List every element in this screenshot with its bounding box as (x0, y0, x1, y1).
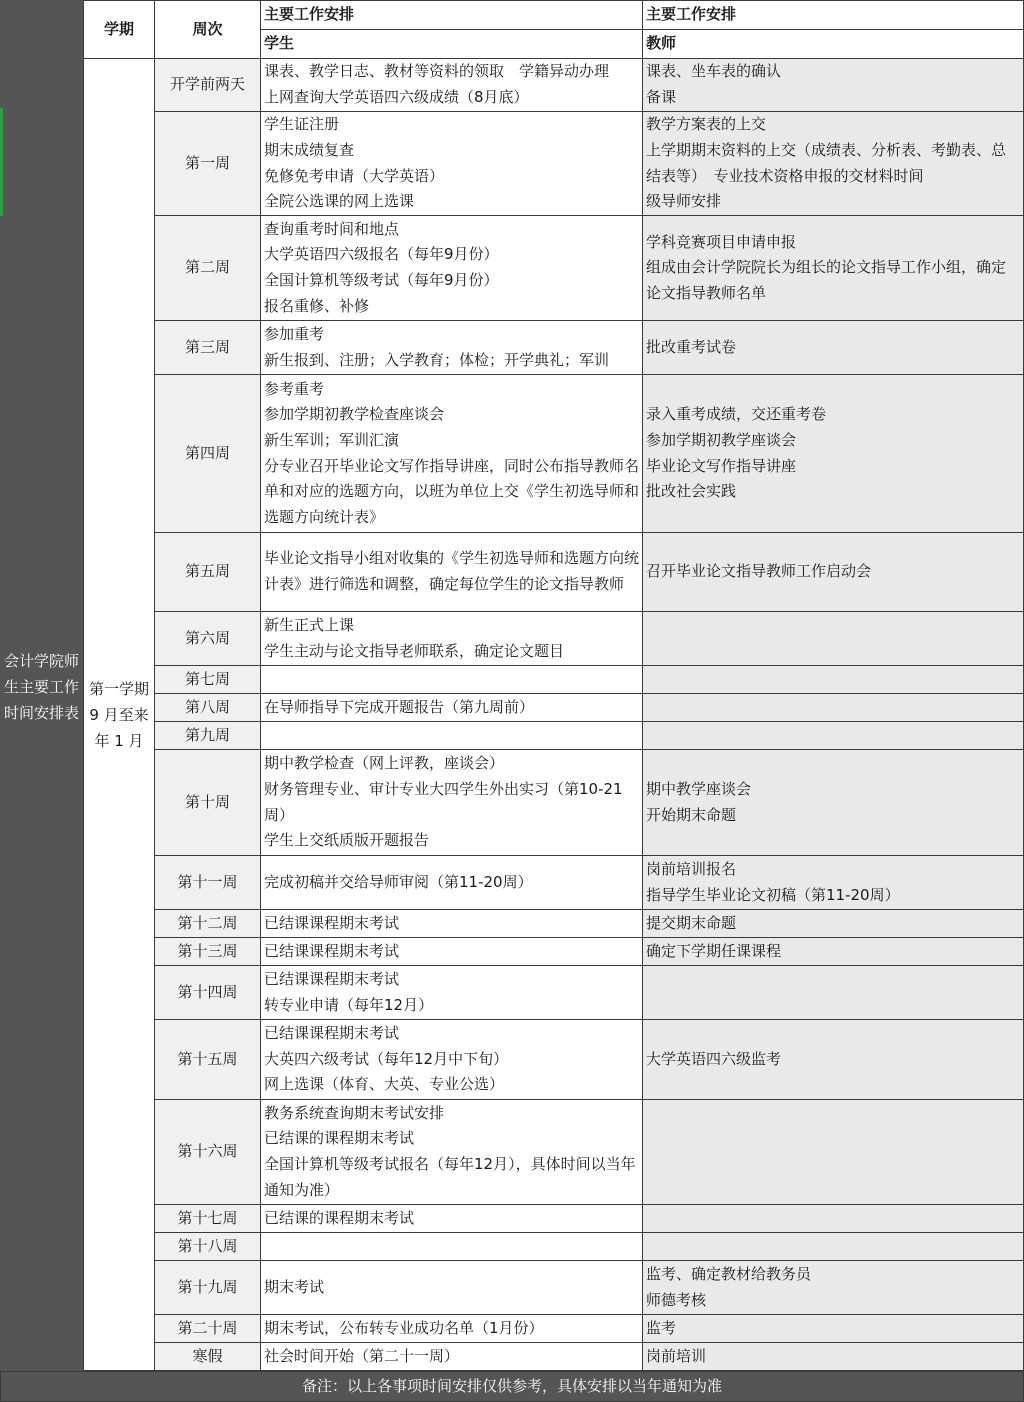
teacher-cell (643, 1315, 1024, 1343)
week-cell: 寒假 (155, 1343, 261, 1371)
semester-label: 第一学期 9 月至来 年 1 月 (88, 679, 149, 750)
schedule-table (83, 0, 1024, 1371)
header-week: 周次 (155, 1, 261, 59)
week-cell: 第十二周 (155, 910, 261, 938)
teacher-item: 级导师安排 (646, 192, 722, 211)
footer-note: 备注：以上各事项时间安排仅供参考，具体安排以当年通知为准 (0, 1371, 1024, 1402)
teacher-item: 备课 (646, 88, 677, 106)
teacher-item: 提交期末命题 (646, 913, 737, 932)
teacher-item: 大学英语四六级监考 (646, 1049, 782, 1068)
table-row (84, 533, 1024, 612)
table-row (84, 1343, 1024, 1371)
table-row (84, 1100, 1024, 1205)
week-cell: 第十一周 (155, 856, 261, 910)
teacher-cell (643, 966, 1024, 1020)
table-row (84, 694, 1024, 722)
table-row (84, 216, 1024, 321)
week-cell: 第二十周 (155, 1315, 261, 1343)
student-item: 期末考试 (264, 1277, 325, 1296)
week-cell: 第五周 (155, 533, 261, 612)
teacher-cell (643, 666, 1024, 694)
student-cell (261, 1100, 643, 1205)
student-cell (261, 722, 643, 750)
student-cell (261, 1020, 643, 1100)
student-cell (261, 321, 643, 375)
student-item: 学生主动与论文指导老师联系，确定论文题目 (264, 641, 565, 660)
student-item: 教务系统查询期末考试安排 (264, 1103, 445, 1122)
student-item: 参考重考 (264, 379, 325, 398)
week-cell: 第三周 (155, 321, 261, 375)
side-title: 会计学院师 生主要工作 时间安排表 (3, 652, 79, 722)
teacher-item: 课表、坐车表的确认 (646, 62, 782, 81)
table-row (84, 1261, 1024, 1315)
teacher-cell (643, 375, 1024, 533)
table-row (84, 375, 1024, 533)
week-cell: 第十七周 (155, 1205, 261, 1233)
header-main-teacher: 主要工作安排 (643, 1, 1024, 30)
student-cell (261, 612, 643, 666)
teacher-cell (643, 1261, 1024, 1315)
week-cell: 第十三周 (155, 938, 261, 966)
teacher-item: 学科竞赛项目申请申报 (646, 232, 797, 251)
student-item: 大学英语四六级报名（每年9月份） (264, 245, 499, 264)
student-item: 上网查询大学英语四六级成绩（8月底） (264, 88, 529, 106)
student-cell (261, 694, 643, 722)
teacher-cell (643, 722, 1024, 750)
student-item: 全国计算机等级考试报名（每年12月），具体时间以当年通知为准） (264, 1155, 636, 1199)
student-cell (261, 1315, 643, 1343)
student-item: 新生正式上课 (264, 615, 355, 634)
student-item: 查询重考时间和地点 (264, 219, 400, 238)
student-item: 在导师指导下完成开题报告（第九周前） (264, 697, 535, 716)
student-cell (261, 966, 643, 1020)
teacher-cell (643, 1020, 1024, 1100)
student-item: 转专业申请（每年12月） (264, 995, 434, 1014)
teacher-item: 指导学生毕业论文初稿（第11-20周） (646, 885, 900, 904)
week-cell: 第七周 (155, 666, 261, 694)
teacher-item: 监考、确定教材给教务员 (646, 1264, 812, 1283)
table-row (84, 856, 1024, 910)
teacher-item: 录入重考成绩，交还重考卷 (646, 405, 827, 424)
table-row (84, 321, 1024, 375)
teacher-cell (643, 1205, 1024, 1233)
teacher-cell (643, 216, 1024, 321)
teacher-cell (643, 321, 1024, 375)
student-item: 参加重考 (264, 324, 325, 343)
week-cell: 开学前两天 (155, 59, 261, 112)
teacher-item: 批改社会实践 (646, 482, 737, 501)
week-cell: 第四周 (155, 375, 261, 533)
student-item: 新生军训；军训汇演 (264, 430, 400, 449)
student-cell (261, 1261, 643, 1315)
table-row (84, 938, 1024, 966)
table-row (84, 59, 1024, 112)
teacher-cell (643, 533, 1024, 612)
student-item: 已结课的课程期末考试 (264, 1129, 415, 1148)
student-item: 毕业论文指导小组对收集的《学生初选导师和选题方向统计表》进行筛选和调整，确定每位学生的论文指导教师 (264, 549, 640, 593)
student-cell (261, 856, 643, 910)
student-cell (261, 1205, 643, 1233)
table-row (84, 910, 1024, 938)
table-row (84, 1020, 1024, 1100)
table-row (84, 722, 1024, 750)
student-item: 期末成绩复查 (264, 140, 355, 159)
week-cell: 第十九周 (155, 1261, 261, 1315)
teacher-cell (643, 112, 1024, 216)
teacher-item: 批改重考试卷 (646, 337, 737, 356)
teacher-cell (643, 750, 1024, 856)
student-item: 全国计算机等级考试（每年9月份） (264, 271, 499, 289)
table-row (84, 612, 1024, 666)
teacher-item: 开始期末命题 (646, 805, 737, 824)
header-teacher: 教师 (643, 30, 1024, 59)
teacher-cell (643, 1100, 1024, 1205)
table-row (84, 1233, 1024, 1261)
student-item: 已结课课程期末考试 (264, 969, 400, 988)
teacher-item: 组成由会计学院院长为组长的论文指导工作小组，确定论文指导教师名单 (646, 258, 1007, 302)
teacher-cell (643, 694, 1024, 722)
table-row (84, 1315, 1024, 1343)
student-cell (261, 750, 643, 856)
week-cell: 第十周 (155, 750, 261, 856)
student-cell (261, 216, 643, 321)
student-item: 期末考试，公布转专业成功名单（1月份） (264, 1318, 544, 1337)
student-item: 网上选课（体育、大英、专业公选） (264, 1075, 505, 1094)
student-item: 期中教学检查（网上评教，座谈会） (264, 754, 505, 773)
teacher-cell (643, 1343, 1024, 1371)
schedule-table-body (84, 1, 1024, 1371)
student-item: 免修免考申请（大学英语） (264, 166, 445, 185)
teacher-item: 教学方案表的上交 (646, 115, 767, 134)
week-cell: 第二周 (155, 216, 261, 321)
table-row (84, 750, 1024, 856)
teacher-item: 毕业论文写作指导讲座 (646, 456, 797, 475)
student-item: 学生证注册 (264, 115, 340, 134)
student-item: 课表、教学日志、教材等资料的领取 学籍异动办理 (264, 62, 610, 81)
week-cell: 第十五周 (155, 1020, 261, 1100)
student-item: 全院公选课的网上选课 (264, 192, 415, 211)
week-cell: 第八周 (155, 694, 261, 722)
student-item: 报名重修、补修 (264, 296, 370, 315)
student-item: 已结课的课程期末考试 (264, 1208, 415, 1227)
week-cell: 第六周 (155, 612, 261, 666)
week-cell: 第十八周 (155, 1233, 261, 1261)
teacher-cell (643, 59, 1024, 112)
header-student: 学生 (261, 30, 643, 59)
teacher-item: 师德考核 (646, 1290, 707, 1309)
teacher-item: 监考 (646, 1318, 677, 1337)
student-cell (261, 1233, 643, 1261)
header-semester: 学期 (84, 1, 155, 59)
student-item: 已结课课程期末考试 (264, 941, 400, 960)
student-cell (261, 910, 643, 938)
student-item: 分专业召开毕业论文写作指导讲座，同时公布指导教师名单和对应的选题方向，以班为单位上交《学生初选导师和选题方向统计表》 (264, 456, 640, 526)
header-main-student: 主要工作安排 (261, 1, 643, 30)
teacher-cell (643, 910, 1024, 938)
student-item: 新生报到、注册；入学教育；体检；开学典礼；军训 (264, 350, 610, 369)
student-item: 大英四六级考试（每年12月中下旬） (264, 1049, 509, 1068)
teacher-cell (643, 1233, 1024, 1261)
teacher-item: 参加学期初教学座谈会 (646, 430, 797, 449)
table-row (84, 112, 1024, 216)
teacher-cell (643, 938, 1024, 966)
selection-marker (0, 108, 3, 216)
student-cell (261, 375, 643, 533)
student-item: 社会时间开始（第二十一周） (264, 1346, 460, 1365)
teacher-item: 岗前培训 (646, 1346, 707, 1365)
week-cell: 第九周 (155, 722, 261, 750)
week-cell: 第十六周 (155, 1100, 261, 1205)
week-cell: 第十四周 (155, 966, 261, 1020)
student-cell (261, 59, 643, 112)
table-row (84, 966, 1024, 1020)
week-cell: 第一周 (155, 112, 261, 216)
student-item: 财务管理专业、审计专业大四学生外出实习（第10-21周） (264, 779, 623, 824)
student-item: 学生上交纸质版开题报告 (264, 831, 430, 850)
teacher-item: 岗前培训报名 (646, 859, 737, 878)
student-cell (261, 938, 643, 966)
teacher-item: 召开毕业论文指导教师工作启动会 (646, 562, 872, 581)
semester-cell (84, 59, 155, 1371)
student-item: 已结课课程期末考试 (264, 913, 400, 932)
teacher-cell (643, 856, 1024, 910)
teacher-item: 期中教学座谈会 (646, 779, 752, 798)
teacher-item: 上学期期末资料的上交（成绩表、分析表、考勤表、总结表等） 专业技术资格申报的交材料时间 (646, 140, 1007, 185)
header-row-1 (84, 1, 1024, 30)
table-row (84, 1205, 1024, 1233)
student-cell (261, 1343, 643, 1371)
student-cell (261, 666, 643, 694)
student-cell (261, 533, 643, 612)
table-row (84, 666, 1024, 694)
student-item: 已结课课程期末考试 (264, 1024, 400, 1043)
student-item: 参加学期初教学检查座谈会 (264, 405, 445, 424)
teacher-item: 确定下学期任课课程 (646, 941, 782, 960)
teacher-cell (643, 612, 1024, 666)
student-item: 完成初稿并交给导师审阅（第11-20周） (264, 872, 533, 891)
student-cell (261, 112, 643, 216)
